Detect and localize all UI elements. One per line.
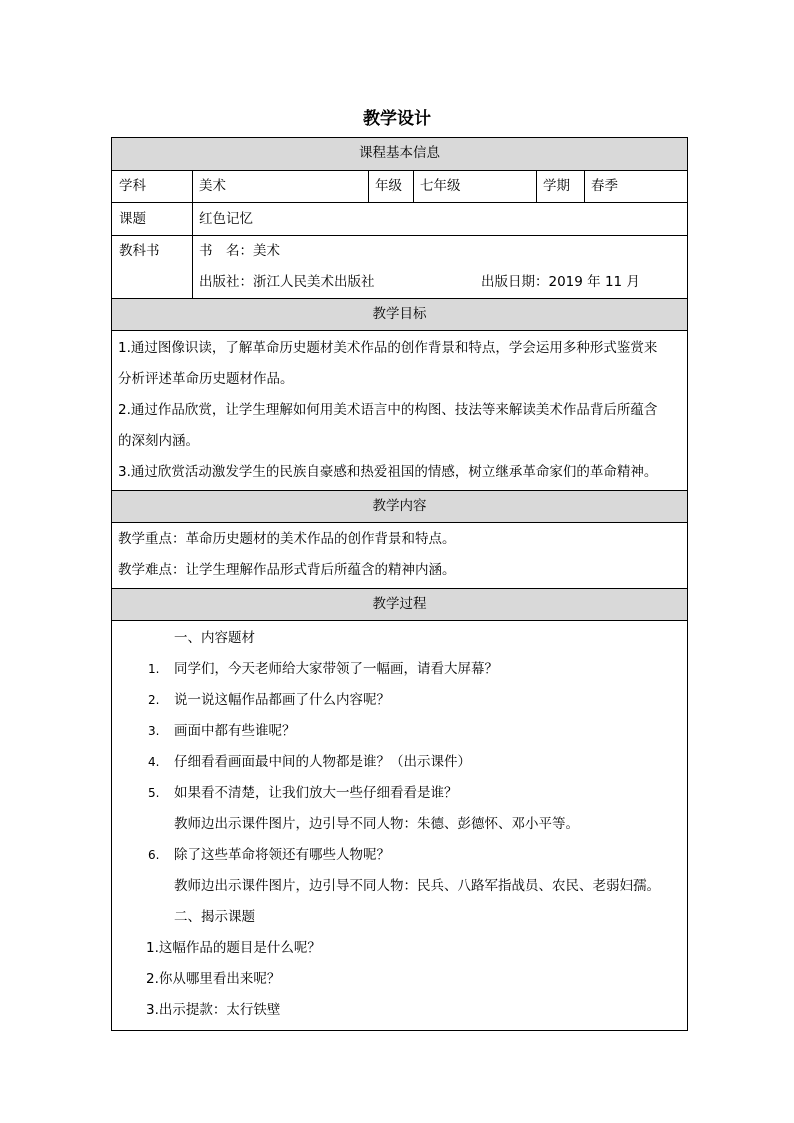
book-name: 书 名：美术 (199, 243, 280, 259)
question-text: 同学们，今天老师给大家带领了一幅画，请看大屏幕？ (174, 661, 498, 677)
question-item (112, 840, 687, 871)
basic-info-header: 课程基本信息 (112, 138, 687, 170)
question-number: 4. (148, 755, 160, 769)
question-number: 2. (148, 693, 160, 707)
question-item (112, 716, 687, 747)
question-item (112, 747, 687, 778)
objective-line-3: 2.通过作品欣赏，让学生理解如何用美术语言中的构图、技法等来解读美术作品背后所蕴含 (118, 402, 658, 418)
textbook-label: 教科书 (119, 243, 160, 259)
section-2-text: 2.你从哪里看出来呢？ (146, 971, 281, 987)
term-value: 春季 (591, 178, 618, 194)
key-point: 教学重点：革命历史题材的美术作品的创作背景和特点。 (118, 531, 456, 547)
section-2-text: 3.出示提款：太行铁壁 (146, 1002, 281, 1018)
question-number: 3. (148, 724, 160, 738)
difficulty: 教学难点：让学生理解作品形式背后所蕴含的精神内涵。 (118, 562, 456, 578)
teacher-note (112, 871, 687, 902)
textbook-row (112, 235, 687, 298)
content-header: 教学内容 (112, 490, 687, 522)
question-text: 如果看不清楚，让我们放大一些仔细看看是谁？ (174, 785, 458, 801)
objective-line-2: 分析评述革命历史题材作品。 (118, 371, 294, 387)
term-label: 学期 (543, 178, 570, 194)
section-2-text: 二、揭示课题 (174, 909, 255, 925)
teacher-note (112, 809, 687, 840)
objectives-body (112, 330, 687, 490)
question-text: 说一说这幅作品都画了什么内容呢？ (174, 692, 390, 708)
section-2-item (112, 933, 687, 964)
question-text: 仔细看看画面最中间的人物都是谁？（出示课件） (174, 754, 471, 770)
question-item (112, 685, 687, 716)
topic-row (112, 202, 687, 235)
question-number: 6. (148, 848, 160, 862)
objective-line-1: 1.通过图像识读，了解革命历史题材美术作品的创作背景和特点，学会运用多种形式鉴赏来 (118, 340, 658, 356)
subject-label: 学科 (119, 178, 146, 194)
subject-row (112, 170, 687, 202)
objective-line-5: 3.通过欣赏活动激发学生的民族自豪感和热爱祖国的情感，树立继承革命家们的革命精神。 (118, 464, 658, 480)
process-header: 教学过程 (112, 588, 687, 620)
page-title: 教学设计 (363, 109, 431, 129)
question-text: 画面中都有些谁呢？ (174, 723, 296, 739)
grade-label: 年级 (375, 178, 402, 194)
content-body (112, 522, 687, 588)
lesson-plan-table (111, 137, 688, 1031)
teacher-note-text: 教师边出示课件图片，边引导不同人物：民兵、八路军指战员、农民、老弱妇孺。 (174, 878, 660, 894)
question-item (112, 778, 687, 809)
section-2-item (112, 964, 687, 995)
subject-value: 美术 (199, 178, 226, 194)
publisher: 出版社：浙江人民美术出版社 (199, 274, 375, 290)
section-1-title (112, 623, 687, 654)
question-text: 除了这些革命将领还有哪些人物呢？ (174, 847, 390, 863)
objectives-header: 教学目标 (112, 298, 687, 330)
grade-value: 七年级 (420, 178, 461, 194)
question-item (112, 654, 687, 685)
section-2-text: 1.这幅作品的题目是什么呢？ (146, 940, 321, 956)
teacher-note-text: 教师边出示课件图片，边引导不同人物：朱德、彭德怀、邓小平等。 (174, 816, 579, 832)
section-2-title (112, 902, 687, 933)
question-number: 5. (148, 786, 160, 800)
section-2-item (112, 995, 687, 1026)
question-number: 1. (148, 662, 160, 676)
topic-label: 课题 (119, 211, 146, 227)
objective-line-4: 的深刻内涵。 (118, 433, 199, 449)
process-body (112, 620, 687, 1030)
publish-date: 出版日期：2019 年 11 月 (481, 274, 640, 290)
section-1-text: 一、内容题材 (174, 630, 255, 646)
topic-value: 红色记忆 (199, 211, 253, 227)
